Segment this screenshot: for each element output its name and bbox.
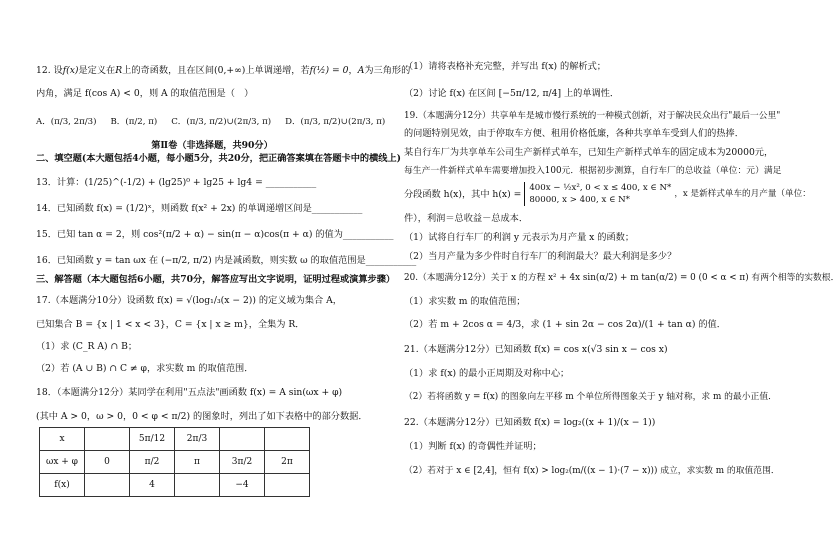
q17-part1: （1）求 (C_R A) ∩ B； [36,341,138,352]
table-row [40,451,310,474]
q20-part2: （2）若 m + 2cos α = 4/3，求 (1 + sin 2α − cos 2α)/(1 + tan α) 的值． [404,319,726,330]
q17-part2: （2）若 (A ∪ B) ∩ C ≠ φ，求实数 m 的取值范围． [36,363,254,374]
q20-line1: 20.（本题满分12分）关于 x 的方程 x² + 4x sin(α/2) + m tan(α/2) = 0 (0 < α < π) 有两个相等的实数根． [404,273,839,283]
q12-option-b: B．(π/2, π) [110,117,158,127]
table-cell: 5π/12 [130,428,175,451]
table-cell: π/2 [130,451,175,474]
table-cell: π [175,451,220,474]
q20-part1: （1）求实数 m 的取值范围； [404,296,526,307]
section3-heading: 三、解答题（本大题包括6小题，共70分，解答应写出文字说明，证明过程或演算步骤） [36,274,396,285]
table-cell: 4 [130,474,175,497]
table-row [40,474,310,497]
table-cell: ωx + φ [40,451,85,474]
table-cell [85,428,130,451]
table-cell: 2π [265,451,310,474]
q22-part1: （1）判断 f(x) 的奇偶性并证明； [404,441,542,452]
q19-line4: 每生产一件新样式单车需要增加投入100元．根据初步测算，自行车厂的总收益（单位：元）满足 [404,166,782,176]
q21-part2: （2）若将函数 y = f(x) 的图象向左平移 m 个单位所得图象关于 y 轴对称，求 m 的最小正值． [404,392,777,402]
q19-part1: （1）试将自行车厂的利润 y 元表示为月产量 x 的函数； [404,232,635,243]
q21-line1: 21.（本题满分12分）已知函数 f(x) = cos x(√3 sin x − cos x) [404,344,668,355]
section2-heading: 二、填空题(本大题包括4小题，每小题5分，共20分，把正确答案填在答题卡中的横线上) [36,153,402,164]
q19-piecewise-line: 分段函数 h(x)，其中 h(x) = 400x − ½x², 0 < x ≤ 400, x ∈ N* 80000, x > 400, x ∈ N* ，x 是新样式单车的月产量（单位： [404,183,811,205]
q22-part2: （2）若对于 x ∈ [2,4]，恒有 f(x) > log₂(m/((x − 1)·(7 − x))) 成立，求实数 m 的取值范围． [404,466,780,476]
table-cell: 0 [85,451,130,474]
left-column [36,58,417,497]
table-cell [220,428,265,451]
q12-option-d: D．(π/3, π/2)∪(2π/3, π) [285,117,386,127]
table-cell [175,474,220,497]
table-cell: 2π/3 [175,428,220,451]
table-cell [85,474,130,497]
q14: 14．已知函数 f(x) = (1/2)ˣ，则函数 f(x² + 2x) 的单调递增区间是___________ [36,203,363,214]
q22-line1: 22.（本题满分12分）已知函数 f(x) = log₂((x + 1)/(x − 1)) [404,417,656,428]
q18-part2: （2）讨论 f(x) 在区间 [−5π/12, π/4] 上的单调性． [404,88,620,99]
q19-line6: 件），利润＝总收益－总成本． [404,213,529,224]
q13: 13．计算：(1/25)^(-1/2) + (lg25)⁰ + lg25 + lg4 = ___________ [36,177,317,188]
q18-line1: 18．（本题满分12分）某同学在利用"五点法"画函数 f(x) = A sin(ωx + φ) [36,387,343,398]
q17-line2: 已知集合 B = {x | 1 < x < 3}，C = {x | x ≥ m}，全集为 R． [36,319,305,330]
q18-line2: (其中 A > 0，ω > 0，0 < φ < π/2) 的图象时，列出了如下表格中的部分数据． [36,411,368,422]
table-cell: 3π/2 [220,451,265,474]
q19-line2: 的问题特别见效，由于停取车方便、租用价格低廉，各种共享单车受到人们的热捧． [404,128,744,139]
right-column [404,58,839,478]
table-cell: −4 [220,474,265,497]
q12-line1: 12. 设f(x)是定义在R上的奇函数，且在区间(0,+∞)上单调递增，若f(½) = 0，A为三角形的 [36,65,411,76]
table-cell [265,428,310,451]
q12-options [36,116,388,129]
table-cell: f(x) [40,474,85,497]
q21-part1: （1）求 f(x) 的最小正周期及对称中心； [404,368,570,379]
q16: 16．已知函数 y = tan ωx 在 (−π/2, π/2) 内是减函数，则实数 ω 的取值范围是___________ [36,255,417,266]
q12-option-c: C．(π/3, π/2)∪(2π/3, π) [171,117,272,127]
q19-part2: （2）当月产量为多少件时自行车厂的利润最大？最大利润是多少？ [404,251,677,262]
table-cell: x [40,428,85,451]
q19-line1: 19.（本题满分12分）共享单车是城市慢行系统的一种模式创新，对于解决民众出行"最后一公里" [404,111,781,121]
q15: 15．已知 tan α = 2，则 cos²(π/2 + α) − sin(π − α)cos(π + α) 的值为___________ [36,229,394,240]
q12-line2: 内角，满足 f(cos A) < 0，则 A 的取值范围是（ ） [36,88,254,99]
table-cell [265,474,310,497]
part2-heading: 第Ⅱ卷（非选择题，共90分） [151,140,273,151]
q18-part1: （1）请将表格补充完整，并写出 f(x) 的解析式； [404,61,606,72]
q17-line1: 17.（本题满分10分）设函数 f(x) = √(log₁/₃(x − 2)) 的定义域为集合 A， [36,295,342,306]
q19-line3: 某自行车厂为共享单车公司生产新样式单车，已知生产新样式单车的固定成本为20000元， [404,147,774,158]
q18-value-table [39,427,310,497]
table-row [40,428,310,451]
q12-option-a: A．(π/3, 2π/3) [36,117,97,127]
piecewise-function: 400x − ½x², 0 < x ≤ 400, x ∈ N* 80000, x > 400, x ∈ N* [524,182,671,206]
